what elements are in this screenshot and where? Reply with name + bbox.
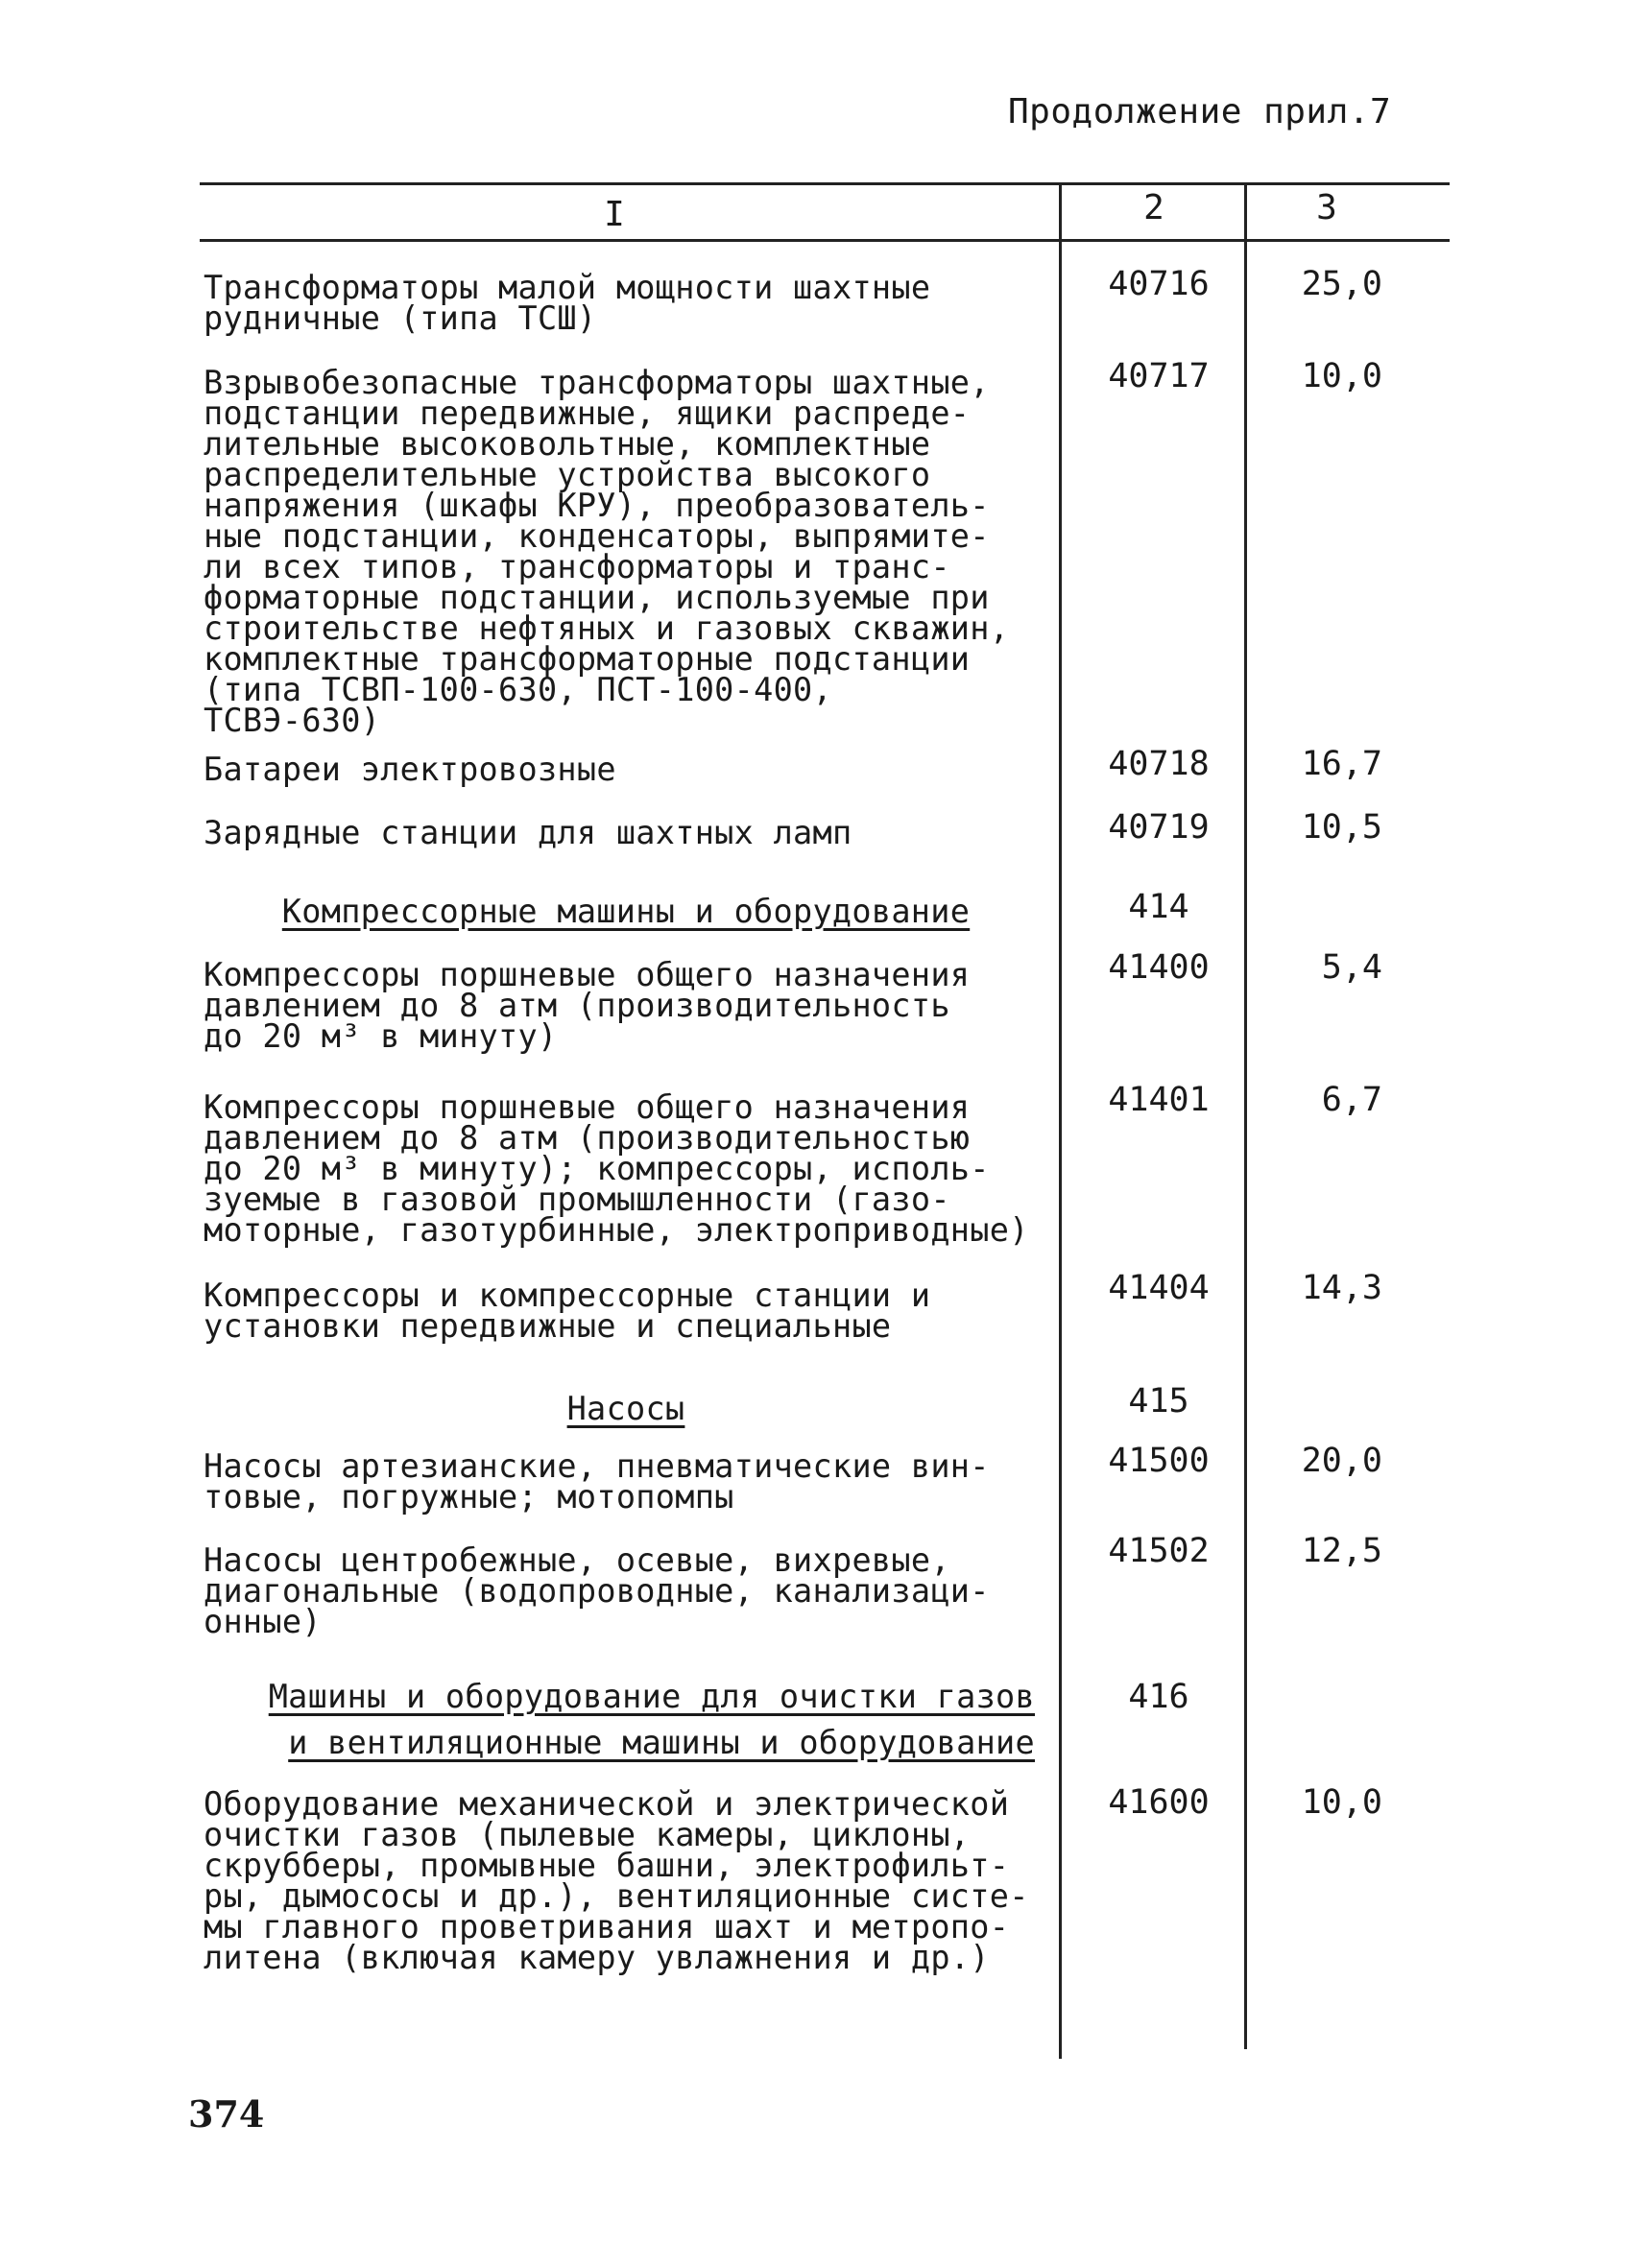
row-value: 20,0	[1301, 1442, 1382, 1480]
row-value: 5,4	[1321, 948, 1382, 987]
continuation-header: Продолжение прил.7	[1008, 92, 1392, 131]
row-description: Компрессоры поршневые общего назначения давлением до 8 атм (производительностью до 20 м³ в минуту); компрессоры, исполь- зуемые в газовой промышленности (газо- моторные, газотурбинные, электроприводные)	[204, 1088, 1029, 1249]
row-code: 41400	[1108, 948, 1210, 987]
section-code: 414	[1128, 888, 1189, 926]
row-value: 12,5	[1301, 1532, 1382, 1570]
column-divider-1	[1059, 182, 1062, 2059]
table-header-rule	[200, 239, 1450, 242]
page-number: 374	[188, 2092, 265, 2136]
section-heading: Компрессорные машины и оборудование	[281, 893, 971, 930]
column-header-1: I	[604, 195, 625, 234]
column-header-2: 2	[1143, 188, 1164, 227]
row-value: 25,0	[1301, 265, 1382, 303]
row-description: Батареи электровозные	[204, 751, 616, 788]
row-code: 41600	[1108, 1783, 1210, 1822]
section-code: 415	[1128, 1382, 1189, 1420]
row-value: 10,5	[1301, 808, 1382, 847]
row-value: 10,0	[1301, 1783, 1382, 1822]
row-code: 40719	[1108, 808, 1210, 847]
table-top-rule	[200, 182, 1450, 185]
row-value: 14,3	[1301, 1269, 1382, 1307]
row-value: 16,7	[1301, 745, 1382, 783]
row-code: 40716	[1108, 265, 1210, 303]
row-code: 41401	[1108, 1081, 1210, 1119]
row-description: Насосы центробежные, осевые, вихревые, диагональные (водопроводные, канализаци- онные)	[204, 1541, 990, 1640]
row-code: 41404	[1108, 1269, 1210, 1307]
row-description: Компрессоры и компрессорные станции и установки передвижные и специальные	[204, 1277, 931, 1345]
row-description: Оборудование механической и электрической очистки газов (пылевые камеры, циклоны, скрубберы, промывные башни, электрофильт- ры, дымососы и др.), вентиляционные систе- мы главного проветривания шахт и метропо- литена (включая камеру увлажнения и др.)	[204, 1785, 1029, 1976]
section-heading: Насосы	[566, 1390, 685, 1427]
row-value: 6,7	[1321, 1081, 1382, 1119]
row-description: Зарядные станции для шахтных ламп	[204, 814, 852, 851]
row-code: 40717	[1108, 357, 1210, 395]
column-header-3: 3	[1316, 188, 1337, 227]
row-value: 10,0	[1301, 357, 1382, 395]
row-code: 40718	[1108, 745, 1210, 783]
row-description: Трансформаторы малой мощности шахтные рудничные (типа ТСШ)	[204, 269, 931, 337]
section-heading: Машины и оборудование для очистки газов и вентиляционные машины и оборудование	[268, 1678, 1035, 1761]
row-code: 41500	[1108, 1442, 1210, 1480]
row-description: Компрессоры поршневые общего назначения давлением до 8 атм (производительность до 20 м³ в минуту)	[204, 956, 971, 1055]
row-description: Насосы артезианские, пневматические вин- товые, погружные; мотопомпы	[204, 1447, 990, 1516]
row-code: 41502	[1108, 1532, 1210, 1570]
row-description: Взрывобезопасные трансформаторы шахтные, подстанции передвижные, ящики распреде- лительные высоковольтные, комплектные распределительные устройства высокого напряжения (шкафы КРУ), преобразователь- ные подстанции, конденсаторы, выпрямите- ли всех типов, трансформаторы и транс- форматорные подстанции, используемые при строительстве нефтяных и газовых скважин, комплектные трансформаторные подстанции (типа ТСВП-100-630, ПСТ-100-400, ТСВЭ-630)	[204, 364, 1010, 739]
section-code: 416	[1128, 1678, 1189, 1716]
